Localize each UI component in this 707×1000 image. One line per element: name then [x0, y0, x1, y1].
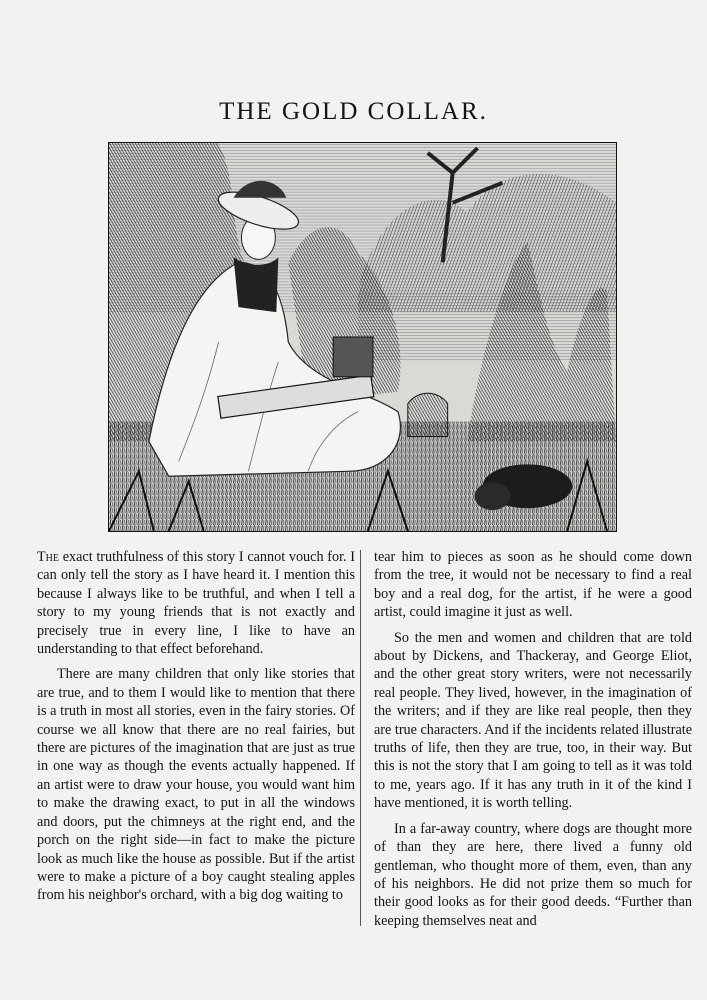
paragraph	[37, 548, 355, 658]
right-column	[374, 548, 692, 930]
paragraph-text: exact truthfulness of this story I cannot vouch for. I can only tell the story as I have heard it. I mention this because I always like to be truthful, and when I tell a story to my young friends that is not exactly and precisely true in every line, I like to have an understanding to that effect beforehand.	[37, 549, 355, 658]
page-title: THE GOLD COLLAR.	[219, 98, 488, 125]
paragraph: tear him to pieces as soon as he should come down from the tree, it would not be necessary to find a real boy and a real dog, for the artist, if he were a good artist, could imagine it just as well.	[374, 549, 692, 621]
paragraph: In a far-away country, where dogs are thought more of than they are here, there lived a funny old gentleman, who thought more of them, even, than any of his neighbors. He did not prize them so much for their good looks as for their good deeds. “Further than keeping themselves neat and	[374, 820, 692, 929]
woman-sketching-with-dog-engraving	[109, 143, 616, 531]
lead-word: The	[37, 549, 59, 565]
column-divider	[360, 550, 361, 926]
left-column	[37, 548, 355, 905]
engraving-illustration	[108, 142, 617, 532]
paragraph: There are many children that only like stories that are true, and to them I would like to mention that there is a truth in most all stories, even in the fairy stories. Of course we all know that there are no real fairies, but there are pictures of the imagination that are just as true in one way as though the events actually happened. If an artist were to draw your house, you would want him to make the drawing exact, to put in all the windows and doors, put the chimneys at the right end, and the porch on the right side—in fact to make the picture look as much like the house as possible. But if the artist were to make a picture of a boy caught stealing apples from his neighbor's orchard, with a big dog waiting to	[37, 666, 355, 904]
paragraph: So the men and women and children that are told about by Dickens, and Thackeray, and George Eliot, and the other great story writers, were not necessarily real people. They lived, however, in the imagination of the writers; and if they are like real people, then they are true characters. And if the incidents related illustrate truths of life, then they are true, too, in their way. But this is not the story that I am going to tell as it was told to me, years ago. If it has any truth in it of the kind I have mentioned, it is worth telling.	[374, 629, 692, 812]
